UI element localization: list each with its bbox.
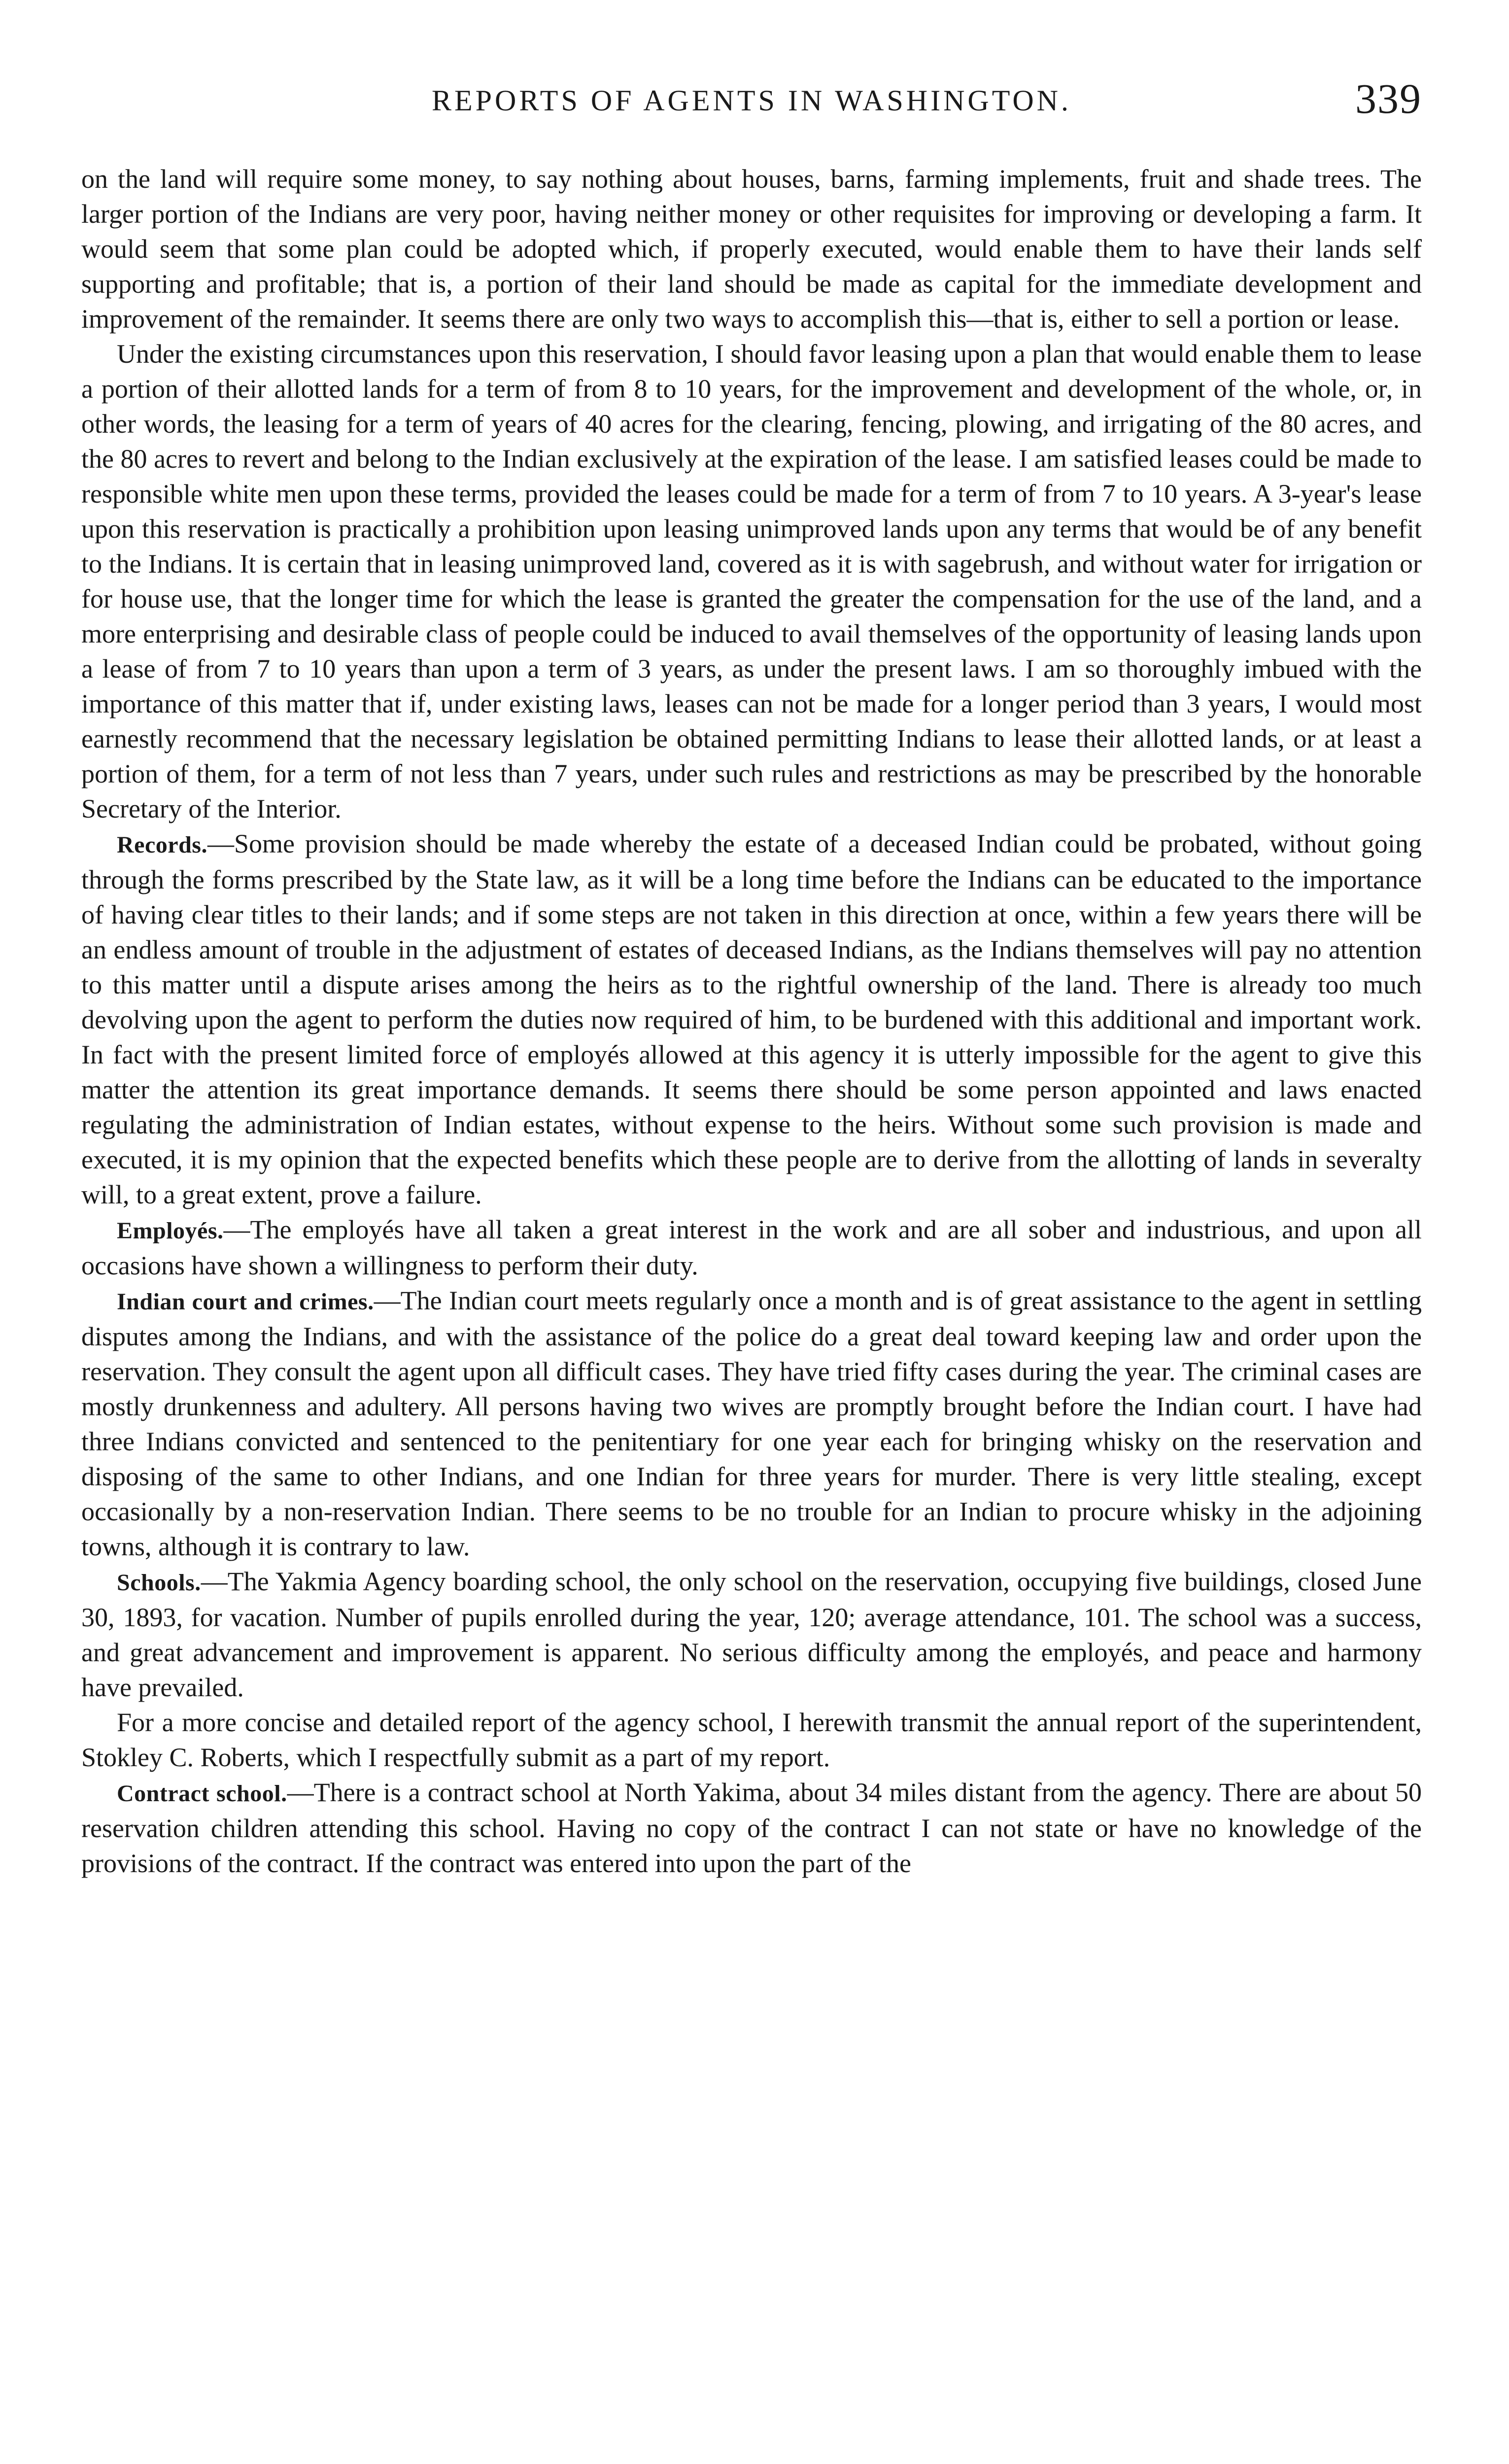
section-heading-contract-school: Contract school. <box>117 1780 287 1807</box>
section-heading-indian-court: Indian court and crimes. <box>117 1289 374 1315</box>
paragraph-text: —The Yakmia Agency boarding school, the only school on the reservation, occupying five buildings, closed June 30, 1893, for vacation. Number of pupils enrolled during the year, 120; average attendance, 101. The school was a success, and great advancement and improvement is apparent. No serious difficulty among the employés, and peace and harmony have prevailed. <box>81 1567 1422 1702</box>
page-number: 339 <box>1355 75 1422 122</box>
paragraph-schools <box>81 1564 1422 1705</box>
paragraph-text: —There is a contract school at North Yakima, about 34 miles distant from the agency. There are about 50 reservation children attending this school. Having no copy of the contract I can not state or have no knowledge of the provisions of the contract. If the contract was entered into upon the part of the <box>81 1778 1422 1878</box>
paragraph-text: —The employés have all taken a great interest in the work and are all sober and industrious, and upon all occasions have shown a willingness to perform their duty. <box>81 1215 1422 1280</box>
paragraph-leasing <box>81 337 1422 826</box>
section-heading-records: Records. <box>117 832 207 858</box>
paragraph-records <box>81 826 1422 1212</box>
running-head: REPORTS OF AGENTS IN WASHINGTON. <box>432 84 1071 117</box>
paragraph-text: —The Indian court meets regularly once a month and is of great assistance to the agent in settling disputes among the Indians, and with the assistance of the police do a great deal toward keeping law and order upon the reservation. They consult the agent upon all difficult cases. They have tried fifty cases during the year. The criminal cases are mostly drunkenness and adultery. All persons having two wives are promptly brought before the Indian court. I have had three Indians convicted and sentenced to the penitentiary for one year each for bringing whisky on the reservation and disposing of the same to other Indians, and one Indian for three years for murder. There is very little stealing, except occasionally by a non-reservation Indian. There seems to be no trouble for an Indian to procure whisky in the adjoining towns, although it is contrary to law. <box>81 1286 1422 1561</box>
body-text <box>81 162 1422 1881</box>
section-heading-employes: Employés. <box>117 1218 224 1244</box>
paragraph-employes <box>81 1212 1422 1283</box>
paragraph-text: Under the existing circumstances upon this reservation, I should favor leasing upon a plan that would enable them to lease a portion of their allotted lands for a term of from 8 to 10 years, for the improvement and development of the whole, or, in other words, the leasing for a term of years of 40 acres for the clearing, fencing, plowing, and irrigating of the 80 acres, and the 80 acres to revert and belong to the Indian exclusively at the expiration of the lease. I am satisfied leases could be made to responsible white men upon these terms, provided the leases could be made for a term of from 7 to 10 years. A 3-year's lease upon this reservation is practically a prohibition upon leasing unimproved lands upon any terms that would be of any benefit to the Indians. It is certain that in leasing unimproved land, covered as it is with sagebrush, and without water for irrigation or for house use, that the longer time for which the lease is granted the greater the compensation for the use of the land, and a more enterprising and desirable class of people could be induced to avail themselves of the opportunity of leasing lands upon a lease of from 7 to 10 years than upon a term of 3 years, as under the present laws. I am so thoroughly imbued with the importance of this matter that if, under existing laws, leases can not be made for a longer period than 3 years, I would most earnestly recommend that the necessary legislation be obtained permitting Indians to lease their allotted lands, or at least a portion of them, for a term of not less than 7 years, under such rules and restrictions as may be prescribed by the honorable Secretary of the Interior. <box>81 339 1422 823</box>
paragraph-text: on the land will require some money, to say nothing about houses, barns, farming implements, fruit and shade trees. The larger portion of the Indians are very poor, having neither money or other requisites for improving or developing a farm. It would seem that some plan could be adopted which, if properly executed, would enable them to have their lands self supporting and profitable; that is, a portion of their land should be made as capital for the immediate development and improvement of the remainder. It seems there are only two ways to accomplish this—that is, either to sell a portion or lease. <box>81 164 1422 334</box>
paragraph-indian-court <box>81 1283 1422 1564</box>
paragraph-land-money <box>81 162 1422 337</box>
document-page <box>81 69 1422 1881</box>
paragraph-contract-school <box>81 1775 1422 1881</box>
section-heading-schools: Schools. <box>117 1570 201 1596</box>
paragraph-text: —Some provision should be made whereby the estate of a deceased Indian could be probated, without going through the forms prescribed by the State law, as it will be a long time before the Indians can be educated to the importance of having clear titles to their lands; and if some steps are not taken in this direction at once, within a few years there will be an endless amount of trouble in the adjustment of estates of deceased Indians, as the Indians themselves will pay no attention to this matter until a dispute arises among the heirs as to the rightful ownership of the land. There is already too much devolving upon the agent to perform the duties now required of him, to be burdened with this additional and important work. In fact with the present limited force of employés allowed at this agency it is utterly impossible for the agent to give this matter the attention its great importance demands. It seems there should be some person appointed and laws enacted regulating the administration of Indian estates, without expense to the heirs. Without some such provision is made and executed, it is my opinion that the expected benefits which these people are to derive from the allotting of lands in severalty will, to a great extent, prove a failure. <box>81 829 1422 1209</box>
paragraph-agency-school-report <box>81 1705 1422 1775</box>
paragraph-text: For a more concise and detailed report of the agency school, I herewith transmit the annual report of the superintendent, Stokley C. Roberts, which I respectfully submit as a part of my report. <box>81 1708 1422 1772</box>
page-header <box>81 69 1422 138</box>
